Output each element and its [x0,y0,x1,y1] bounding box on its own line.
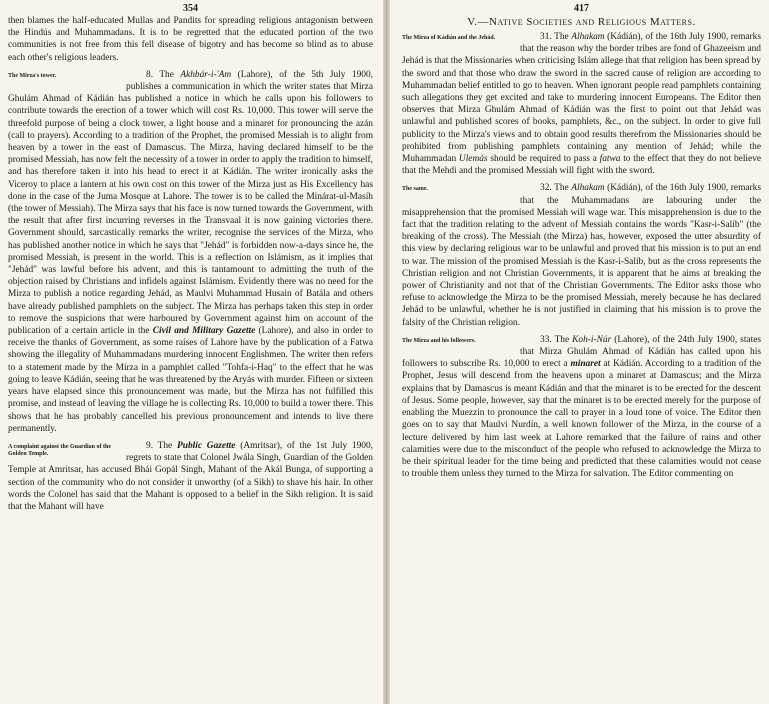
item-9-text: (Amritsar), of the 1st July 1900, regrets to state that Colonel Jwála Singh, Guardian of the Golden Temple at Amritsar, has accused Bhái Gopál Singh, Mahant of the Akál Bunga, of supporting a section of the community who do not consider it unworthy (of a Sikh) to shave his hair. In other words the Colonel has said that the Mahant is opposed to a belief in the Sikh religion. It is said that the Mahant will have [8,440,374,512]
item-32 [402,182,761,328]
right-page [390,0,769,704]
item-31-fatwa: fatwa [599,154,621,165]
item-33-text2: at Kádián. According to a tradition of the Prophet, Jesus will descend from the heavens upon a minaret at Damascus; and the Mirza explains that by Damascus is meant Kádián and that the minaret is to be erected for the descent of Jesus. Some people, however, say that the minaret is to be erected merely for the purpose of enabling the Muezzin to pronounce the call to prayer in a loud tone of voice. The Editor then goes on to say that Maulvi Nurdín, a well known follower of the Mirza, in the course of a lecture delivered by him last week at Lahore remarked that the failure of rains and other calamities were due to the misconduct of the people who refused to acknowledge the Mirza to be their spiritual leader for the time being and predicted that these calamities would not cease to trouble them unless they turned to the Mirza for salvation. The Editor commenting on [402,359,761,480]
section-heading: V.—Native Societies and Religious Matters. [467,16,696,28]
item-9-sidenote: A complaint against the Guardian of the Golden Temple. [8,443,112,457]
item-8-paper2: Civil and Military Gazette [152,326,256,337]
item-33-text: (Lahore), of the 24th July 1900, states that Mirza Ghulám Ahmad of Kádián has called upon his followers to subscribe Rs. 10,000 to erect a [402,334,762,370]
book-gutter [383,0,390,704]
item-8-text: (Lahore), of the 5th July 1900, publishes a communication in which the writer states that Mirza Ghulám Ahmad of Kádián has published a notice in which he calls upon his followers to contribute towards the erection of a tower which will cost Rs. 10,000. This tower will serve the threefold purpose of being a clock tower, a light house and a minaret for pronouncing the azán (call to prayers). According to a tradition of the Prophet, the promised Messiah is to alight from heaven by a tower in the east of Damascus. The Mirza, having declared himself to be the promised Messiah, has now felt the necessity of a tower in order to apply the tradition to himself, and has therefore taken it into his head to erect it at Kádián. The writer ironically asks the Viceroy to place a lantern at his own cost on this tower of the Mirza just as His Excellency has done in the case of the Juma Mosque at Lahore. The tower is to be called the Minárat-ul-Masíh (the tower of Messiah). The Mirza says that his face is now turned towards the Government, with the result that after first incurring reverses in the Transvaal it is now gaining victories there. Government should, sarcastically remarks the writer, recognise the services of the Mirza, who has published another notice in which he says that "Jehád" is forbidden now-a-days since he, the promised Messiah, is present in the world. This is a reflection on Islámism, as it implies that "Jehád" was lawful before his advent, and this is tantamount to admitting the truth of the objection raised by Christians and infidels against Islámism. Evidently there was no need for the Mirza to publish a notice regarding Jehád, as Maulvi Muhammad Husain of Batála and others have already published pamphlets on the subject. The Mirza has perhaps taken this step in order to remove the suspicions that were harboured by Government against him on account of the publication of a certain article in the [8,69,373,337]
left-page [0,0,383,704]
item-32-number: 32. [540,183,552,194]
item-9-paper: Public Gazette [177,440,236,451]
item-31-ulemas: Ulemás [458,154,488,165]
item-31-text2: should be required to pass a [490,154,597,165]
item-32-paragraph: 32. The Alhakam (Kádián), of the 16th July 1900, remarks that the Muhammadans are labouring under the misapprehension that the promised Messiah will wage war. This misapprehension is due to the fact that the tradition relating to the advent of Messiah contains the words "Kasr-i-Salíb" (the breaking of the cross). The Messiah (the Mirza) has, however, exposed the utter absurdity of this view by declaring religious war to be unlawful and proved that his mission is to put an end to war. The mission of the promised Messiah is the Kasr-i-Salíb, but as the cross represents the Christian religion and not Christian Governments, it is apparent that he aims at breaking the power of Christianity and not that of the Christian Governments. The Editor asks those who refuse to acknowledge the Mirza to be the promised Messiah, merely because he has declared Jehád to be unlawful, whether he is not justified in claiming that his mission is to prove the falsity of the Christian religion. [402,183,762,328]
item-33-paper: Koh-i-Núr [572,334,612,345]
item-32-paper: Alhakam [571,183,605,194]
item-31-sidenote: The Mirza of Kádián and the Jehád. [402,35,496,41]
right-page-number: 417 [574,3,589,14]
item-32-sidenote: The same. [402,186,428,193]
item-8-sidenote: The Mirza's tower. [8,72,57,79]
item-31-text3: to the effect that they do not believe that the Mehdi and the promised Messiah will fight with the sword. [402,154,762,177]
item-8-paragraph: 8. The Akhbár-i-'Am (Lahore), of the 5th July 1900, publishes a communication in which the writer states that Mirza Ghulám Ahmad of Kádián has published a notice in which he calls upon his followers to contribute towards the erection of a tower which will cost Rs. 10,000. This tower will serve the threefold purpose of being a clock tower, a light house and a minaret for pronouncing the azán (call to prayers). According to a tradition of the Prophet, the promised Messiah is to alight from heaven by a tower in the east of Damascus. The Mirza, having declared himself to be the promised Messiah, has now felt the necessity of a tower in order to apply the tradition to himself, and has therefore taken it into his head to erect it at Kádián. The writer ironically asks the Viceroy to place a lantern at his own cost on this tower of the Mirza just as His Excellency has done in the case of the Juma Mosque at Lahore. The tower is to be called the Minárat-ul-Masíh (the tower of Messiah). The Mirza says that his face is now turned towards the Government, with the result that after first incurring reverses in the Transvaal it is now gaining victories there. Government should, sarcastically remarks the writer, recognise the services of the Mirza, who has published another notice in which he says that "Jehád" is forbidden now-a-days since he, the promised Messiah, is present in the world. This is a reflection on Islámism, as it implies that "Jehád" was lawful before his advent, and this is tantamount to admitting the truth of the objection raised by Christians and infidels against Islámism. Evidently there was no need for the Mirza to publish a notice regarding Jehád, as Maulvi Muhammad Husain of Batála and others have already published pamphlets on the subject. The Mirza has perhaps taken this step in order to remove the suspicions that were harboured by Government against him on account of the publication of a certain article in the Civil and Military Gazette (Lahore), and also in order to receive the thanks of Government, as some raíses of Lahore have by the publication of a Fatwa showing the illegality of Muhammadans murdering innocent Englishmen. The writer then refers to a statement made by the Mirza in a pamphlet called "Tohfa-i-Haq" to the effect that he was going to leave Kádián, seeing that he was threatened by the Aryás with murder. Fifteen or sixteen years have elapsed since this pronouncement was made, but the Mirza has not fulfilled this promise, and instead of leaving the village he is collecting Rs. 10,000 to build a tower there. This shows that he has probably cancelled his previous pronouncement and intends to live there permanently. [8,69,373,434]
item-9-number: 9. [146,440,154,451]
item-8-paper: Akhbár-i-'Am [180,69,232,80]
item-8-number: 8. [146,69,154,80]
left-page-number: 354 [183,3,198,14]
item-31-paper: Alhakam [571,32,605,42]
item-8 [8,69,373,435]
item-31-text: (Kádián), of the 16th July 1900, remarks that the reason why the border tribes are fond of Ghazeeism and Jehád is that the Missionaries when criticising Islám allege that that religion has been spread by the sword and that those who draw the sword in the sacred cause of religion are according to Muhammadan belief entitled to go to heaven. When ignorant people read pamphlets containing such allegations they get excited and take to murdering innocent Europeans. The Editor then observes that Mirza Ghulám Ahmad of Kádián was the first to point out that Jehád was unlawful and published scores of books, pamphlets, &c., on the subject. In order to give full publicity to the Mirza's views and to obtain good results therefrom the Missionaries should be prohibited from publishing pamphlets containing any mention of Jehád; while the Muhammadan [402,32,762,165]
item-33-paragraph: 33. The Koh-i-Núr (Lahore), of the 24th July 1900, states that Mirza Ghulám Ahmad of Kádián has called upon his followers to subscribe Rs. 10,000 to erect a minaret at Kádián. According to a tradition of the Prophet, Jesus will descend from the heavens upon a minaret at Damascus; and the Mirza explains that by Damascus is meant Kádián and that the minaret is to be erected for the descent of Jesus. Some people, however, say that the minaret is to be erected merely for the purpose of enabling the Muezzin to pronounce the call to prayer in a loud tone of voice. The Editor then goes on to say that Maulvi Nurdín, a well known follower of the Mirza, in the course of a lecture delivered by him last week at Lahore remarked that the failure of rains and other calamities were due to the misconduct of the people who refused to acknowledge the Mirza to be their spiritual leader for the time being and predicted that these calamities would not cease to trouble them unless they turned to the Mirza for salvation. The Editor commenting on [402,334,762,480]
item-33-number: 33. [540,334,552,345]
item-31-number: 31. [540,32,552,42]
item-9-paragraph: 9. The Public Gazette (Amritsar), of the 1st July 1900, regrets to state that Colonel Jwála Singh, Guardian of the Golden Temple at Amritsar, has accused Bhái Gopál Singh, Mahant of the Akál Bunga, of supporting a section of the community who do not consider it unworthy (of a Sikh) to shave his hair. In other words the Colonel has said that the Mahant is opposed to a belief in the Sikh religion. It is said that the Mahant will have [8,440,374,512]
item-33 [402,334,761,480]
item-33-sidenote: The Mirza and his followers. [402,337,476,344]
item-32-text: (Kádián), of the 16th July 1900, remarks that the Muhammadans are labouring under the misapprehension that the promised Messiah will wage war. This misapprehension is due to the fact that the tradition relating to the advent of Messiah contains the words "Kasr-i-Salíb" (the breaking of the cross). The Messiah (the Mirza) has, however, exposed the utter absurdity of this view by declaring religious war to be unlawful and proved that his mission is to put an end to war. The mission of the promised Messiah is the Kasr-i-Salíb, but as the cross represents the Christian religion and not Christian Governments, it is apparent that he aims at breaking the power of Christianity and not that of the Christian Governments. The Editor asks those who refuse to acknowledge the Mirza to be the promised Messiah, merely because he has declared Jehád to be unlawful, whether he is not justified in claiming that his mission is to prove the falsity of the Christian religion. [402,183,762,328]
left-intro-paragraph: then blames the half-educated Mullas and Pandits for spreading religious antagonism between the Hindús and Muhammadans. It is to be regretted that the educated portion of the two communities is not free from this fell disease of bigotry and has become so blind as to abuse each other's religious leaders. [8,16,373,63]
item-31 [402,31,761,177]
item-33-minaret: minaret [570,359,601,370]
item-9 [8,440,373,513]
item-31-paragraph: 31. The Alhakam (Kádián), of the 16th July 1900, remarks that the reason why the border tribes are fond of Ghazeeism and Jehád is that the Missionaries when criticising Islám allege that that religion has been spread by the sword and that those who draw the sword in the sacred cause of religion are according to Muhammadan belief entitled to go to heaven. When ignorant people read pamphlets containing such allegations they get excited and take to murdering innocent Europeans. The Editor then observes that Mirza Ghulám Ahmad of Kádián was the first to point out that Jehád was unlawful and published scores of books, pamphlets, &c., on the subject. In order to give full publicity to the Mirza's views and to obtain good results therefrom the Missionaries should be prohibited from publishing pamphlets containing any mention of Jehád; while the Muhammadan Ulemás should be required to pass a fatwa to the effect that they do not believe that the Mehdi and the promised Messiah will fight with the sword. [402,32,762,177]
item-8-text2: (Lahore), and also in order to receive the thanks of Government, as some raíses of Lahore have by the publication of a Fatwa showing the illegality of Muhammadans murdering innocent Englishmen. The writer then refers to a statement made by the Mirza in a pamphlet called "Tohfa-i-Haq" to the effect that he was going to leave Kádián, seeing that he was threatened by the Aryás with murder. Fifteen or sixteen years have elapsed since this pronouncement was made, but the Mirza has not fulfilled this promise, and instead of leaving the village he is collecting Rs. 10,000 to build a tower there. This shows that he has probably cancelled his previous pronouncement and intends to live there permanently. [8,326,373,434]
